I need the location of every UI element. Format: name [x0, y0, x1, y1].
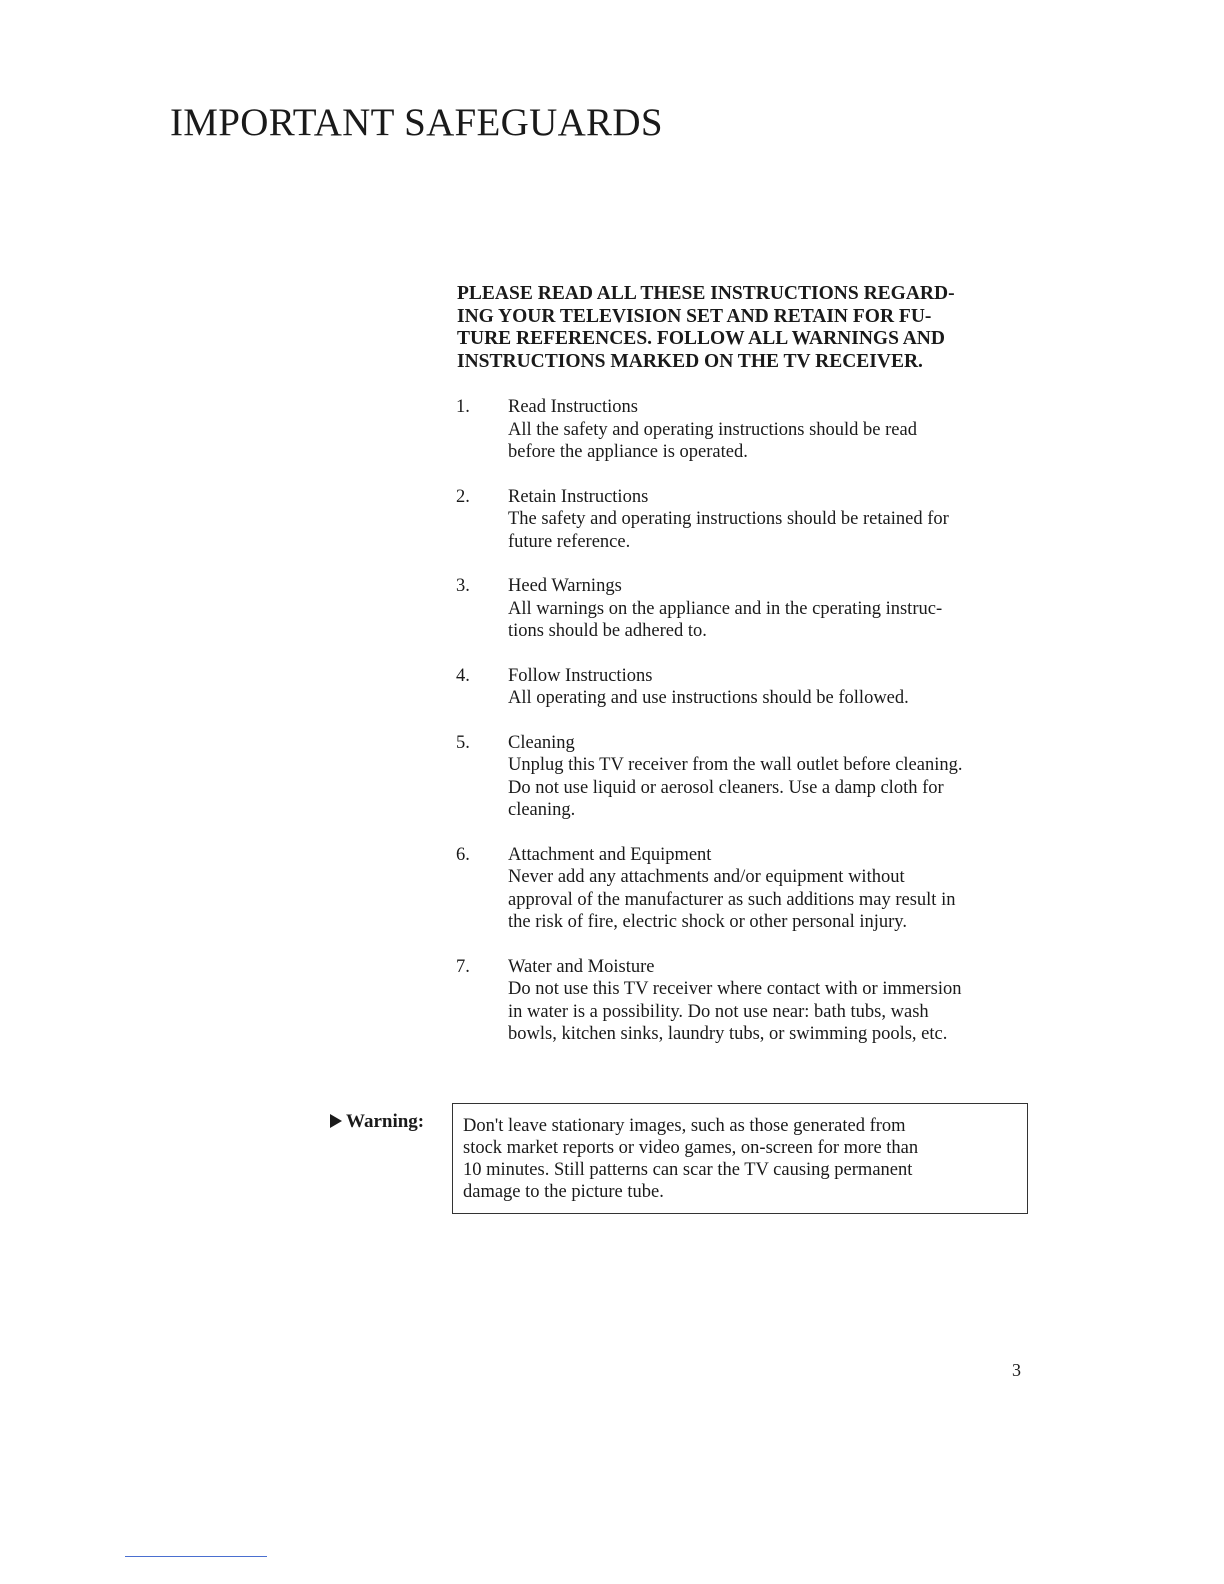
item-text-line: tions should be adhered to. [508, 621, 707, 641]
item-text-line: the risk of fire, electric shock or other personal injury. [508, 912, 907, 932]
item-number: 3. [456, 576, 470, 596]
list-item [456, 844, 1036, 934]
item-text-line: bowls, kitchen sinks, laundry tubs, or swimming pools, etc. [508, 1024, 948, 1044]
safeguard-list [456, 396, 1036, 1068]
warning-text-line: 10 minutes. Still patterns can scar the TV causing permanent [463, 1160, 913, 1180]
warning-label-text: Warning: [346, 1111, 425, 1132]
item-heading: Retain Instructions [508, 486, 649, 507]
item-number: 4. [456, 665, 470, 686]
item-text-line: in water is a possibility. Do not use near: bath tubs, wash [508, 1001, 929, 1022]
item-number: 2. [456, 486, 470, 507]
item-heading: Read Instructions [508, 397, 638, 417]
intro-line: TURE REFERENCES. FOLLOW ALL WARNINGS AND [457, 328, 945, 349]
intro-notice [457, 283, 1027, 373]
warning-label [330, 1111, 424, 1133]
item-text-line: before the appliance is operated. [508, 442, 748, 462]
right-triangle-arrow-icon [330, 1114, 342, 1128]
list-item [456, 956, 1036, 1046]
list-item [456, 486, 1036, 554]
warning-box [452, 1103, 1028, 1214]
item-heading: Follow Instructions [508, 665, 653, 686]
warning-text-line: stock market reports or video games, on-screen for more than [463, 1138, 919, 1158]
item-number: 5. [456, 732, 470, 753]
warning-text-line: Don't leave stationary images, such as those generated from [463, 1116, 906, 1136]
item-text-line: cleaning. [508, 800, 576, 820]
footer-divider [125, 1556, 267, 1557]
list-item [456, 665, 1036, 710]
item-text-line: All the safety and operating instructions should be read [508, 419, 917, 440]
item-number: 6. [456, 844, 470, 865]
item-text-line: Do not use this TV receiver where contact with or immersion [508, 979, 962, 999]
item-number: 1. [456, 397, 470, 417]
list-item [456, 396, 1036, 464]
item-text-line: Never add any attachments and/or equipment without [508, 867, 905, 887]
item-heading: Heed Warnings [508, 576, 622, 596]
intro-line: ING YOUR TELEVISION SET AND RETAIN FOR FU- [457, 305, 932, 327]
item-text-line: future reference. [508, 531, 631, 552]
item-text-line: All warnings on the appliance and in the cperating instruc- [508, 598, 943, 619]
list-item [456, 732, 1036, 822]
item-text-line: approval of the manufacturer as such additions may result in [508, 889, 956, 910]
item-heading: Attachment and Equipment [508, 844, 712, 865]
item-text-line: The safety and operating instructions should be retained for [508, 509, 949, 529]
item-heading: Cleaning [508, 732, 575, 753]
item-text-line: Unplug this TV receiver from the wall outlet before cleaning. [508, 755, 963, 775]
page-number: 3 [1012, 1360, 1021, 1380]
intro-line: PLEASE READ ALL THESE INSTRUCTIONS REGARD- [457, 283, 955, 304]
item-text-line: All operating and use instructions should be followed. [508, 688, 909, 708]
warning-text-line: damage to the picture tube. [463, 1182, 664, 1202]
item-text-line: Do not use liquid or aerosol cleaners. Use a damp cloth for [508, 777, 944, 798]
list-item [456, 575, 1036, 643]
item-number: 7. [456, 956, 470, 977]
intro-line: INSTRUCTIONS MARKED ON THE TV RECEIVER. [457, 350, 923, 372]
item-heading: Water and Moisture [508, 956, 655, 977]
page-title: IMPORTANT SAFEGUARDS [170, 101, 663, 144]
